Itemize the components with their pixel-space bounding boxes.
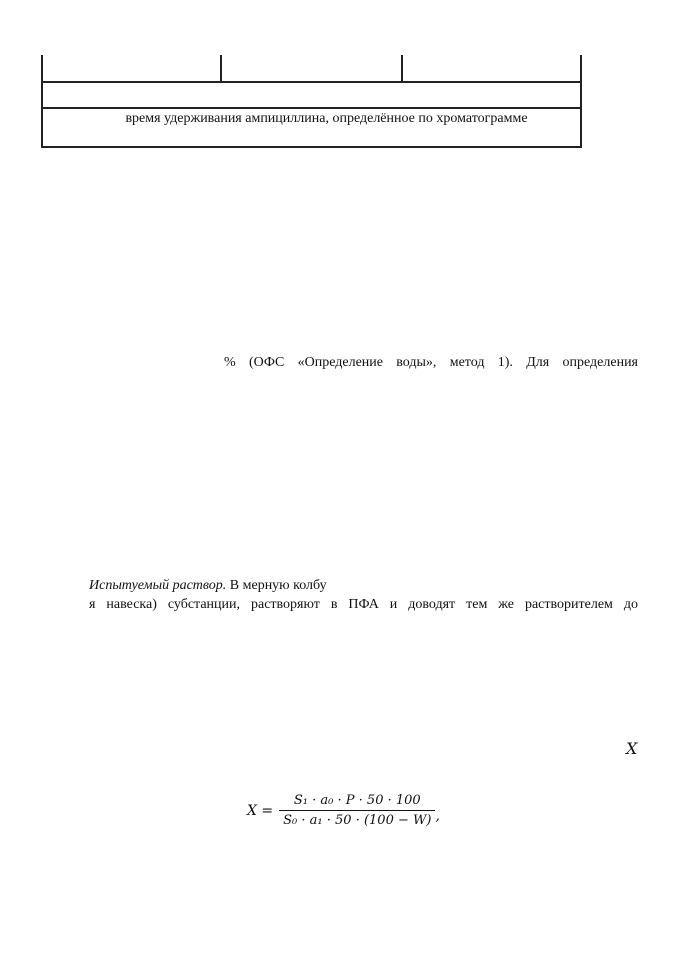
table-border-col2 [401,55,403,82]
table-border-left [41,55,43,147]
data-table [41,55,582,147]
table-row-divider [41,107,582,109]
formula-numerator: S₁ · a₀ · P · 50 · 100 [293,793,421,808]
formula-lhs: X = [247,802,274,819]
table-border-bottom [41,146,582,148]
water-determination-line: % (ОФС «Определение воды», метод 1). Для определения [224,355,638,370]
test-solution-text: В мерную колбу [226,578,327,593]
table-caption: время удерживания ампициллина, определённое по хроматограмме [125,111,528,126]
formula-trailing-comma: , [435,807,440,824]
table-row-divider [41,81,582,83]
formula-fraction [279,793,435,828]
table-border-right [580,55,582,147]
table-border-col1 [220,55,222,82]
x-symbol: X [626,739,638,758]
content-formula [247,793,440,828]
test-solution-line-2: я навеска) субстанции, растворяют в ПФА и доводят тем же растворителем до [89,597,638,612]
test-solution-line [89,578,327,594]
test-solution-label: Испытуемый раствор. [89,578,227,593]
formula-denominator: S₀ · a₁ · 50 · (100 − W) [279,810,435,828]
